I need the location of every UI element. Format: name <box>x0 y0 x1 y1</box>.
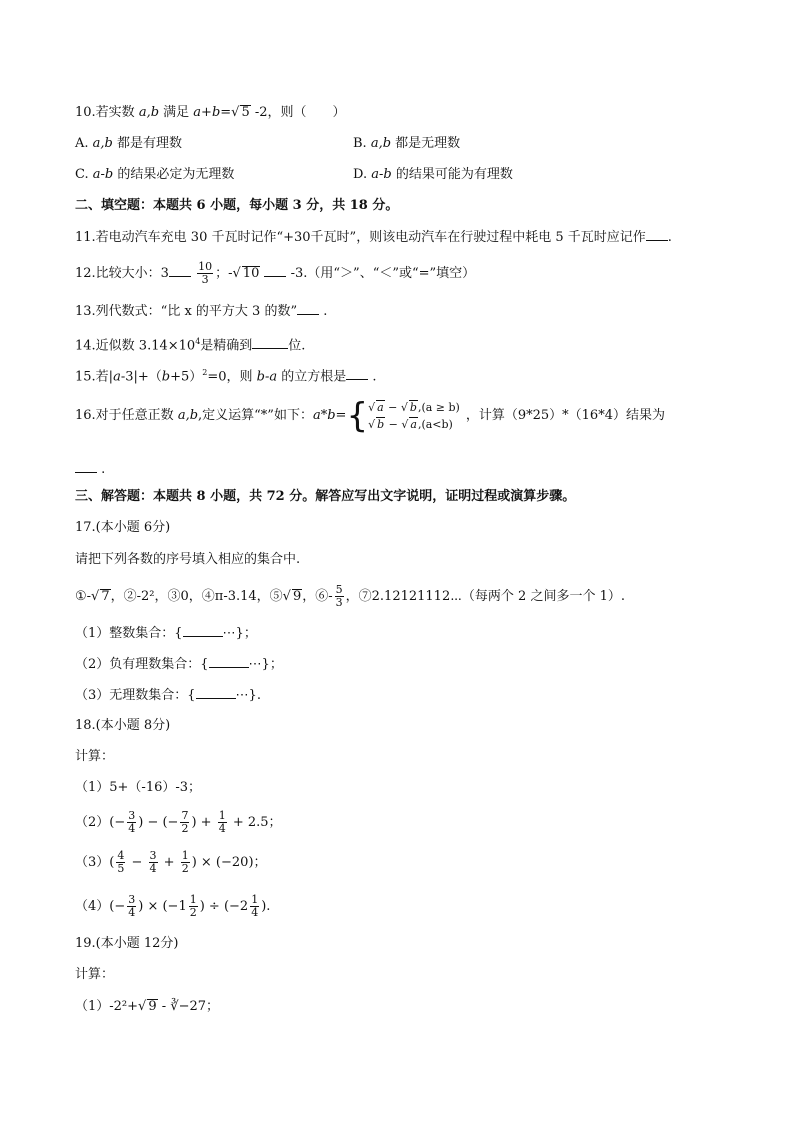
q18-part-2: （2）(− $\frac{3}{4}$ ) − (− $\frac{7}{2}$ ) + $\frac{1}{4}$ + 2.5； <box>75 809 282 835</box>
q17-set-2: （2）负有理数集合：{ ⋯}； <box>75 657 283 672</box>
answer-blank <box>169 264 191 277</box>
q10-text-mid: 满足 <box>159 105 194 120</box>
q18-part-4: （4）(− $\frac{3}{4}$ ) × (−1 $\frac{1}{2}$ ) ÷ (−2 $\frac{1}{4}$ ). <box>75 893 271 919</box>
answer-blank <box>646 228 668 241</box>
q10-eq: = <box>220 105 232 120</box>
section-3-heading: 三、解答题：本题共 8 小题，共 72 分。解答应写出文字说明，证明过程或演算步骤。 <box>75 489 576 504</box>
q10-option-c: C. a-b 的结果必定为无理数 <box>75 167 235 182</box>
q12-text: 12.比较大小：3 <box>75 266 169 281</box>
answer-blank <box>297 302 319 315</box>
q10-option-d: D. a-b 的结果可能为有理数 <box>353 167 513 182</box>
q10-option-a: A. a,b 都是有理数 <box>75 136 183 151</box>
q18-part-3: （3）( $\frac{4}{5}$ − $\frac{3}{4}$ + $\frac{1}{2}$ ) × (−20)； <box>75 849 267 875</box>
q17-set-3: （3）无理数集合：{ ⋯}. <box>75 688 261 703</box>
q16: 16.对于任意正数 a,b,定义运算“*”如下：a*b={ √ a − √ b,(a ≥ b) √ b − √ a,(a<b) ，计算（9*25）*（16*4）结果为 <box>75 396 665 436</box>
q17-set-1: （1）整数集合：{ ⋯}； <box>75 626 257 641</box>
q10-text: 10.若实数 <box>75 105 139 120</box>
section-2-heading: 二、填空题：本题共 6 小题，每小题 3 分，共 18 分。 <box>75 198 399 213</box>
q12-post: -3.（用“＞”、“＜”或“=”填空） <box>286 266 476 281</box>
q18-calc: 计算： <box>75 749 115 764</box>
q14-text: 14.近似数 3.14×10 <box>75 338 196 354</box>
q16-answer-line: . <box>75 460 105 479</box>
q10-radicand: 5 <box>241 105 250 120</box>
fraction: $\frac{10}{3}$ <box>198 260 213 286</box>
q11: 11.若电动汽车充电 30 千瓦时记作“+30千瓦时”，则该电动汽车在行驶过程中耗电 5 千瓦时应记作 . <box>75 230 672 245</box>
q13-text: 13.列代数式：“比 x 的平方大 3 的数” <box>75 304 298 319</box>
q17-instruction: 请把下列各数的序号填入相应的集合中. <box>75 552 301 567</box>
q17-numbers: ①-√ 7，②-2²，③0，④π-3.14，⑤√ 9，⑥- $\frac{5}{3}$ ，⑦2.12121112⋯（每两个 2 之间多一个 1）. <box>75 584 625 610</box>
q13: 13.列代数式：“比 x 的平方大 3 的数” . <box>75 304 328 319</box>
q14: 14.近似数 $3.14\times 10^4$是精确到 位. <box>75 337 306 354</box>
q18-title: 18.(本小题 8分) <box>75 718 171 733</box>
answer-blank <box>209 655 249 668</box>
q16-post: ，计算（9*25）*（16*4）结果为 <box>465 408 665 423</box>
q11-text: 11.若电动汽车充电 30 千瓦时记作“+30千瓦时”，则该电动汽车在行驶过程中耗电 5 千瓦时应记作 <box>75 230 646 245</box>
q10-expr: a+b <box>193 105 221 120</box>
q15: 15.若$|a-3|+(b+5)^2=0$，则 b-a 的立方根是 . <box>75 368 377 385</box>
piecewise-cases: √ a − √ b,(a ≥ b) √ b − √ a,(a<b) <box>368 399 460 433</box>
q17-title: 17.(本小题 6分) <box>75 520 171 535</box>
answer-blank <box>75 460 97 473</box>
q12-mid: ；- <box>215 266 233 281</box>
q19-calc: 计算： <box>75 967 115 982</box>
q18-part-1: （1）5+（-16）-3； <box>75 780 202 795</box>
sqrt-icon <box>231 105 239 120</box>
brace-icon: { <box>346 395 369 436</box>
answer-blank <box>264 264 286 277</box>
q10-stem <box>75 104 346 122</box>
answer-blank <box>346 367 368 380</box>
answer-blank <box>252 336 288 349</box>
q10-tail: -2，则（ ） <box>250 105 346 120</box>
q10-option-b: B. a,b 都是无理数 <box>353 136 461 151</box>
q10-options-row1 <box>75 135 182 153</box>
q12 <box>75 259 475 289</box>
fraction: $\frac{5}{3}$ <box>335 583 343 609</box>
q19-part-1: （1）-2²+√ 9 - ∛−27； <box>75 998 219 1016</box>
q10-vars: a,b <box>138 105 160 120</box>
sqrt-icon <box>233 266 241 281</box>
q12-radicand: 10 <box>242 266 260 281</box>
answer-blank <box>183 624 223 637</box>
answer-blank <box>196 686 236 699</box>
q19-title: 19.(本小题 12分) <box>75 936 179 951</box>
